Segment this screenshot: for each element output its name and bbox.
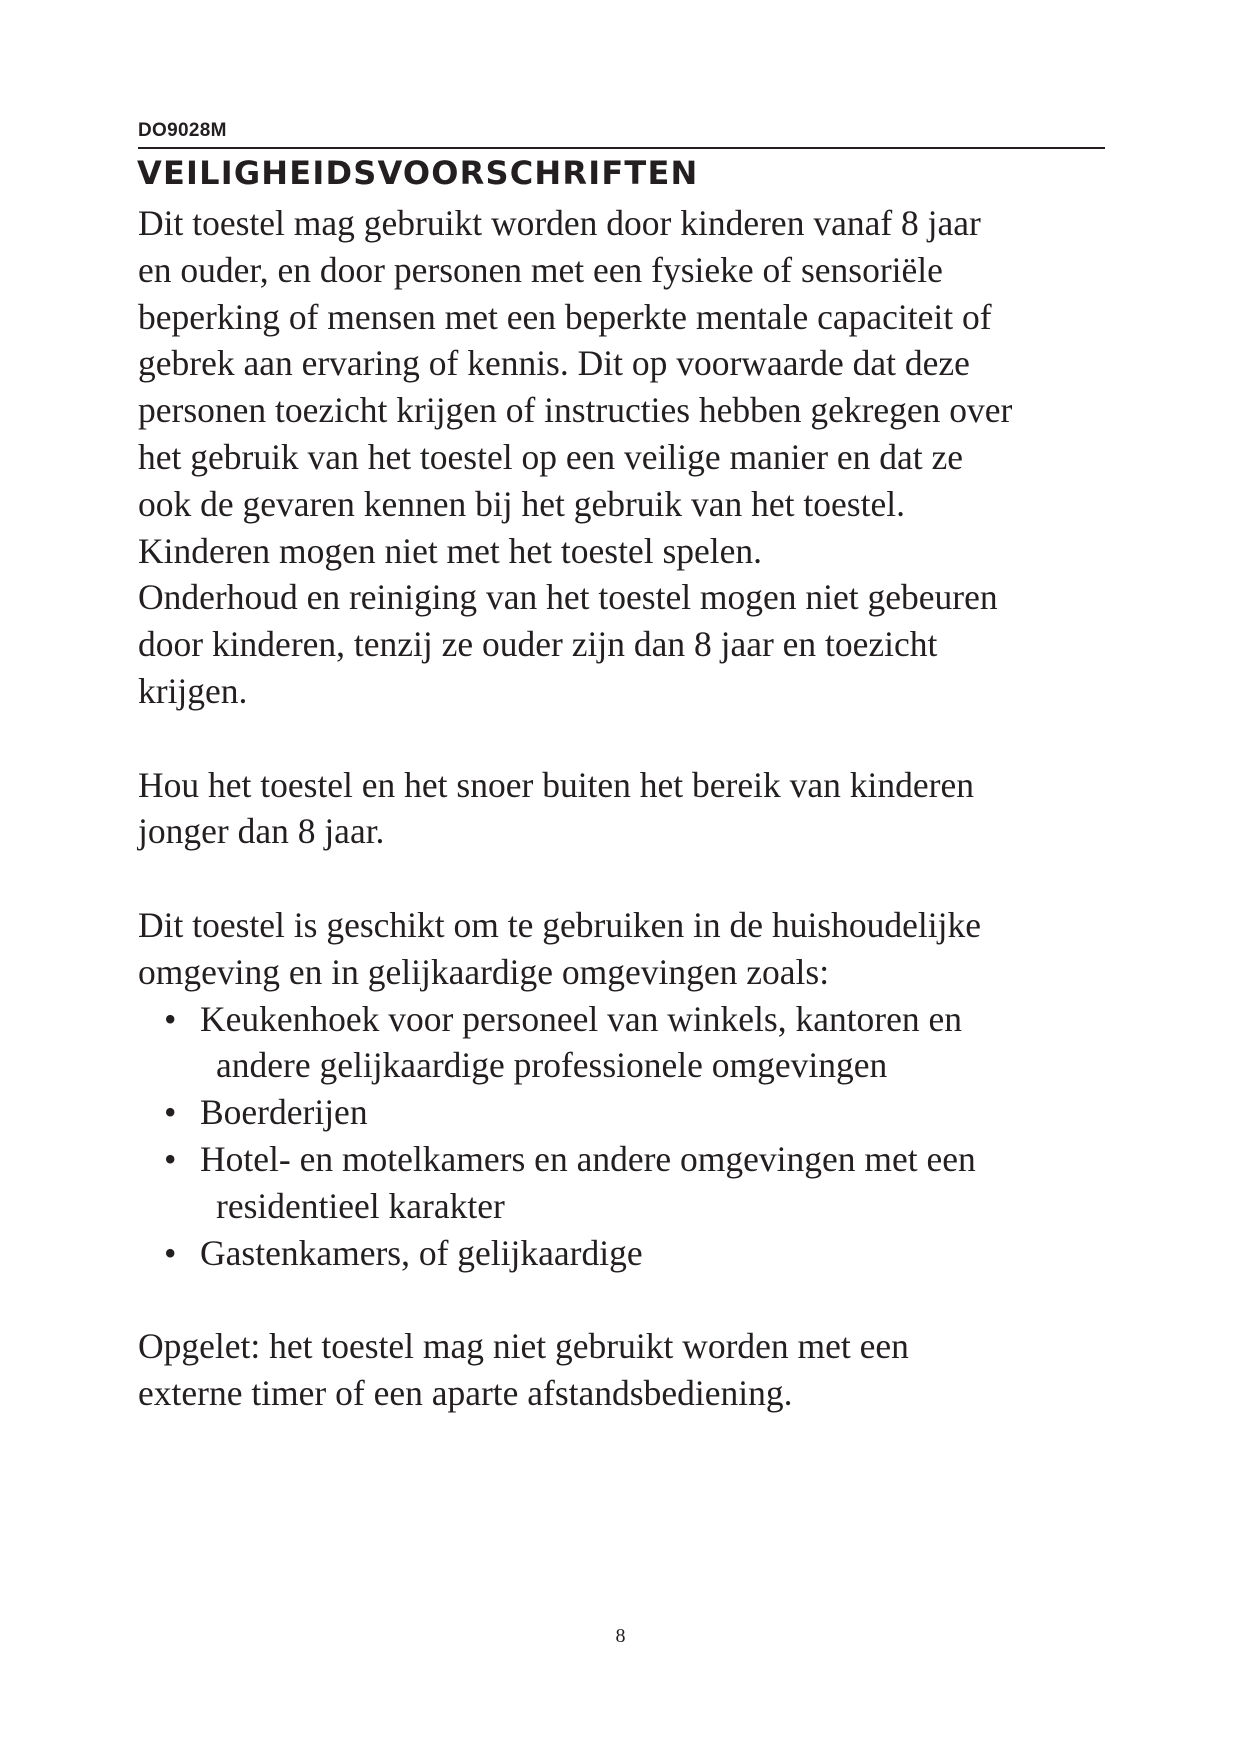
bullet-icon: • bbox=[164, 1138, 177, 1179]
paragraph-gap bbox=[138, 715, 1098, 762]
text-line: Opgelet: het toestel mag niet gebruikt worden met een bbox=[138, 1326, 909, 1367]
text-line: Onderhoud en reiniging van het toestel mogen niet gebeuren bbox=[138, 577, 998, 618]
text-line: omgeving en in gelijkaardige omgevingen zoals: bbox=[138, 951, 830, 992]
text-line: en ouder, en door personen met een fysieke of sensoriële bbox=[138, 249, 943, 290]
list-item-text: Gastenkamers, of gelijkaardige bbox=[200, 1232, 643, 1273]
text-line: Hou het toestel en het snoer buiten het bereik van kinderen bbox=[138, 764, 974, 805]
list-item bbox=[138, 1089, 1098, 1136]
bullet-icon: • bbox=[164, 1232, 177, 1273]
environment-list bbox=[138, 996, 1098, 1277]
text-line: Kinderen mogen niet met het toestel spelen. bbox=[138, 530, 763, 571]
header-divider bbox=[138, 147, 1105, 149]
paragraph-gap bbox=[138, 855, 1098, 902]
text-line: het gebruik van het toestel op een veilige manier en dat ze bbox=[138, 436, 964, 477]
paragraph-children-usage bbox=[138, 200, 1098, 715]
text-line: gebrek aan ervaring of kennis. Dit op voorwaarde dat deze bbox=[138, 343, 970, 384]
list-item-text: Keukenhoek voor personeel van winkels, kantoren en bbox=[200, 998, 963, 1039]
paragraph-intended-use bbox=[138, 902, 1098, 996]
list-item-continuation: andere gelijkaardige professionele omgevingen bbox=[216, 1045, 888, 1086]
paragraph-timer-warning bbox=[138, 1323, 1098, 1417]
text-line: Dit toestel mag gebruikt worden door kinderen vanaf 8 jaar bbox=[138, 203, 981, 243]
list-item bbox=[138, 1136, 1098, 1230]
text-line: jonger dan 8 jaar. bbox=[138, 811, 385, 852]
list-item bbox=[138, 996, 1098, 1090]
text-line: beperking of mensen met een beperkte mentale capaciteit of bbox=[138, 296, 992, 337]
list-item-text: Hotel- en motelkamers en andere omgevingen met een bbox=[200, 1138, 976, 1179]
list-item-continuation: residentieel karakter bbox=[216, 1185, 505, 1226]
model-number: DO9028M bbox=[138, 120, 227, 141]
text-line: personen toezicht krijgen of instructies hebben gekregen over bbox=[138, 390, 1013, 431]
paragraph-gap bbox=[138, 1276, 1098, 1323]
text-line: krijgen. bbox=[138, 670, 248, 711]
list-item-text: Boerderijen bbox=[200, 1092, 368, 1133]
page-number: 8 bbox=[615, 1625, 626, 1647]
list-item bbox=[138, 1230, 1098, 1277]
bullet-icon: • bbox=[164, 1092, 177, 1133]
section-title: VEILIGHEIDSVOORSCHRIFTEN bbox=[137, 154, 699, 192]
text-line: door kinderen, tenzij ze ouder zijn dan 8 jaar en toezicht bbox=[138, 624, 938, 665]
bullet-icon: • bbox=[164, 998, 177, 1039]
document-body bbox=[138, 200, 1098, 1417]
text-line: ook de gevaren kennen bij het gebruik van het toestel. bbox=[138, 483, 905, 524]
paragraph-cord-reach bbox=[138, 762, 1098, 856]
text-line: externe timer of een aparte afstandsbediening. bbox=[138, 1372, 793, 1413]
text-line: Dit toestel is geschikt om te gebruiken in de huishoudelijke bbox=[138, 904, 981, 945]
